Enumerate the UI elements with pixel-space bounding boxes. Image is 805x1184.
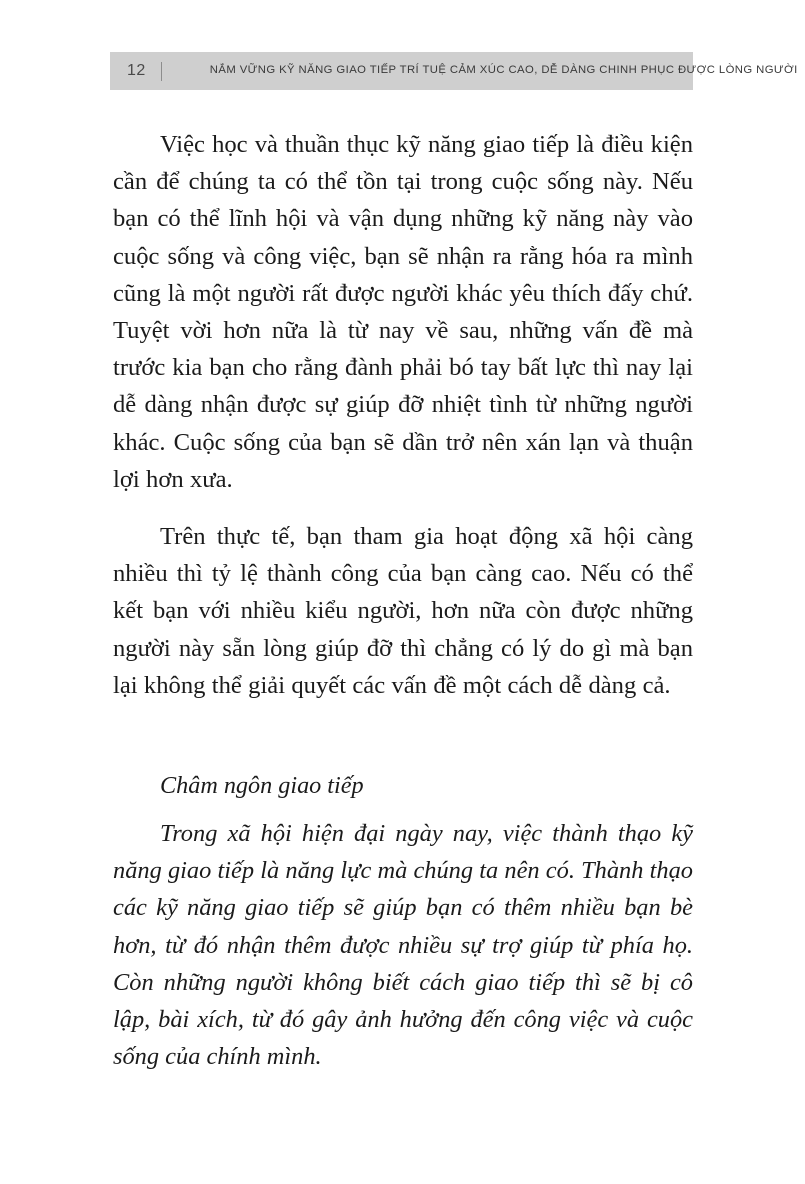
section-heading: Châm ngôn giao tiếp <box>160 772 364 800</box>
paragraph-2: Trên thực tế, bạn tham gia hoạt động xã hội càng nhiều thì tỷ lệ thành công của bạn càng cao. Nếu có thể kết bạn với nhiều kiểu người, hơn nữa còn được những người này sẵn lòng giúp đỡ thì chẳng có lý do gì mà bạn lại không thể giải quyết các vấn đề một cách dễ dàng cả. <box>113 523 693 699</box>
heading-spacer-below <box>113 804 693 815</box>
body-text-column <box>113 126 693 1075</box>
page-number: 12 <box>127 62 146 79</box>
running-header <box>110 52 798 90</box>
heading-spacer-above <box>113 704 693 767</box>
paragraph-1: Việc học và thuần thục kỹ năng giao tiếp là điều kiện cần để chúng ta có thể tồn tại trong cuộc sống này. Nếu bạn có thể lĩnh hội và vận dụng những kỹ năng này vào cuộc sống và công việc, bạn sẽ nhận ra rằng hóa ra mình cũng là một người rất được người khác yêu thích đấy chứ. Tuyệt vời hơn nữa là từ nay về sau, những vấn đề mà trước kia bạn cho rằng đành phải bó tay bất lực thì nay lại dễ dàng nhận được sự giúp đỡ nhiệt tình từ những người khác. Cuộc sống của bạn sẽ dần trở nên xán lạn và thuận lợi hơn xưa. <box>113 131 693 493</box>
paragraph-3: Trong xã hội hiện đại ngày nay, việc thành thạo kỹ năng giao tiếp là năng lực mà chúng ta nên có. Thành thạo các kỹ năng giao tiếp sẽ giúp bạn có thêm nhiều bạn bè hơn, từ đó nhận thêm được nhiều sự trợ giúp từ phía họ. Còn những người không biết cách giao tiếp thì sẽ bị cô lập, bài xích, từ đó gây ảnh hưởng đến công việc và cuộc sống của chính mình. <box>113 820 693 1071</box>
running-header-title: NẮM VỮNG KỸ NĂNG GIAO TIẾP TRÍ TUỆ CẢM XÚC CAO, DỄ DÀNG CHINH PHỤC ĐƯỢC LÒNG NGƯỜI <box>209 64 798 77</box>
header-separator-rule <box>161 62 162 81</box>
